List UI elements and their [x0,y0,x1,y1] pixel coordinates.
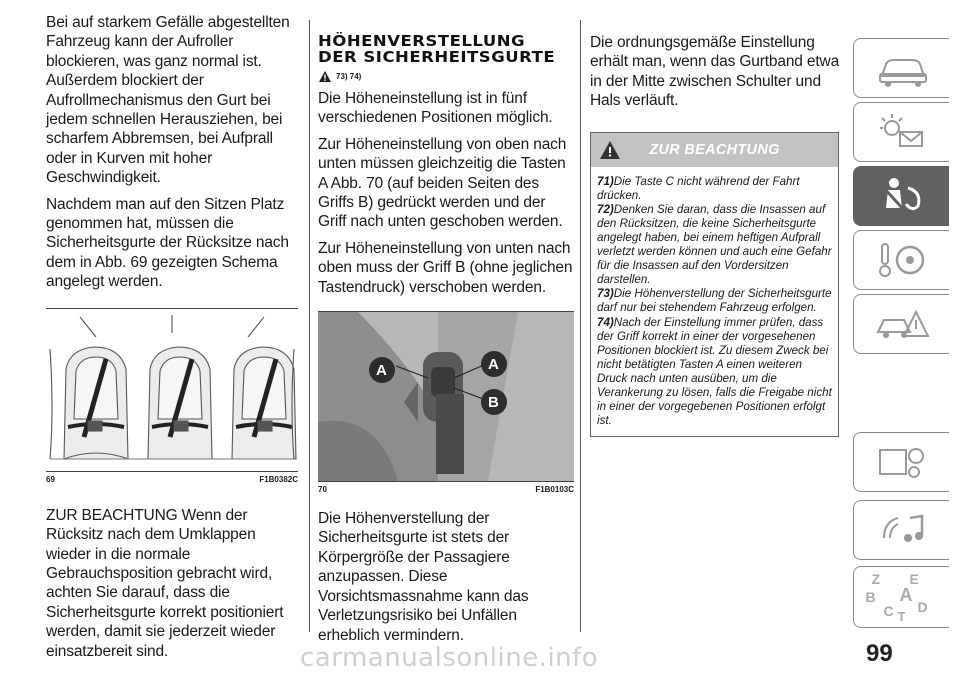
figure-69-caption [46,472,298,484]
index-letter: E [909,571,919,587]
car-dashboard-icon [872,46,932,90]
label-b: B [488,394,499,412]
index-letter: T [897,609,906,624]
warning-lights-icon [872,110,932,154]
index-letter: C [883,603,894,619]
seatbelt-airbag-icon [872,174,932,218]
figure-code: F1B0103C [535,485,574,495]
column-divider [580,20,581,632]
figure-code: F1B0382C [259,474,298,484]
note-74: 74)Nach der Einstellung immer prüfen, dass der Griff korrekt in einer der vorgesehenen Positionen blockiert ist. Zu diesem Zweck bei nicht betätigten Tasten A einen weiteren Druck nach unten ausüben, um die Verankerung zu lösen, falls die Freigabe nicht in einer der vorgegebenen Positionen erfolgt ist. [597,315,832,428]
height-adjuster-illustration [318,312,574,481]
warning-refs [318,70,574,83]
paragraph-five-positions: Die Höheneinstellung ist in fünf verschiedenen Positionen möglich. [318,90,553,127]
label-a-left: A [376,362,387,380]
note-71: 71)Die Taste C nicht während der Fahrt drücken. [597,174,800,202]
paragraph-adjust-to-height: Die Höhenverstellung der Sicherheitsgurte ist stets der Körpergröße der Passagiere anzupassen. Diese Vorsichtsmassnahme kann das Verletzungsrisiko bei Unfällen erheblich vermindern. [318,510,529,644]
figure-69-rear-seats [46,309,298,471]
rear-seats-illustration [46,309,298,471]
maintenance-gears-icon [872,440,932,484]
warning-refs-text: 73) 74) [336,72,362,81]
chapter-tab-dashboard[interactable] [853,38,949,98]
column-middle [318,0,574,645]
warning-title: ZUR BEACHTUNG [649,141,780,158]
chapter-tab-emergency[interactable] [853,294,949,354]
column-left [46,0,298,661]
paragraph-retractor: Bei auf starkem Gefälle abgestellten Fahrzeug kann der Aufroller blockieren, was ganz normal ist. Außerdem blockiert der Aufrollmechanismus den Gurt bei jedem schnellen Herausziehen, bei scharfem Abbremsen, bei Aufprall oder in Kurven mit hoher Geschwindigkeit. [46,14,290,187]
warning-header [591,133,838,167]
breakdown-triangle-icon [872,302,932,346]
section-heading-line1: HÖHENVERSTELLUNG [318,32,526,50]
page-number: 99 [866,640,893,667]
watermark: carmanualsonline.info [300,643,599,673]
multimedia-music-icon [872,508,932,552]
chapter-tab-starting-driving[interactable] [853,230,949,290]
figure-number: 70 [318,485,327,495]
label-a-right: A [488,356,499,374]
figure-70-caption [318,482,574,494]
paragraph-down-adjust: Zur Höheneinstellung von oben nach unten müssen gleichzeitig die Tasten A Abb. 70 (auf beiden Seiten des Griffs B) gedrückt werden und der Griff nach unten geschoben werden. [318,135,567,231]
column-right [590,0,842,437]
index-letter: A [899,585,913,605]
chapter-tab-index[interactable] [853,566,949,628]
note-73: 73)Die Höhenverstellung der Sicherheitsgurte darf nur bei stehendem Fahrzeug erfolgen. [597,287,832,315]
warning-notes [591,167,838,437]
warning-box [590,132,839,438]
section-heading-line2: DER SICHERHEITSGURTE [318,48,556,66]
figure-70-height-adjuster [318,312,574,481]
index-letter: Z [871,571,881,587]
figure-number: 69 [46,474,55,484]
paragraph-up-adjust: Zur Höheneinstellung von unten nach oben muss der Griff B (ohne jeglichen Tastendruck) verschoben werden. [318,239,573,296]
warning-triangle-icon [599,140,621,160]
index-letter: B [865,589,876,605]
paragraph-note-rear-seat: ZUR BEACHTUNG Wenn der Rücksitz nach dem Umklappen wieder in die normale Gebrauchsposition gebracht wird, achten Sie darauf, dass die Sicherheitsgurte korrekt positioniert werden, damit sie jederzeit wieder einsatzbereit sind. [46,506,284,660]
paragraph-rear-belts: Nachdem man auf den Sitzen Platz genommen hat, müssen die Sicherheitsgurte der Rücksitze nach dem in Abb. 69 gezeigten Schema angelegt werden. [46,195,289,291]
warning-triangle-icon [318,70,332,83]
chapter-tab-multimedia[interactable] [853,500,949,560]
alphabet-index-icon [862,569,942,625]
paragraph-correct-position: Die ordnungsgemäße Einstellung erhält man, wenn das Gurtband etwa in der Mitte zwischen Schulter und Hals verläuft. [590,34,840,110]
note-72: 72)Denken Sie daran, dass die Insassen auf den Rücksitzen, die keine Sicherheitsgurte angelegt haben, bei einem heftigen Aufprall verletzt werden können und auch eine Gefahr für die Insassen auf den Vordersitzen darstellen. [597,202,832,287]
index-letter: D [917,599,928,615]
column-divider [309,20,310,632]
chapter-tab-safety[interactable] [853,166,949,226]
chapter-tab-warning-lights[interactable] [853,102,949,162]
key-steering-icon [872,238,932,282]
chapter-tab-maintenance[interactable] [853,432,949,492]
